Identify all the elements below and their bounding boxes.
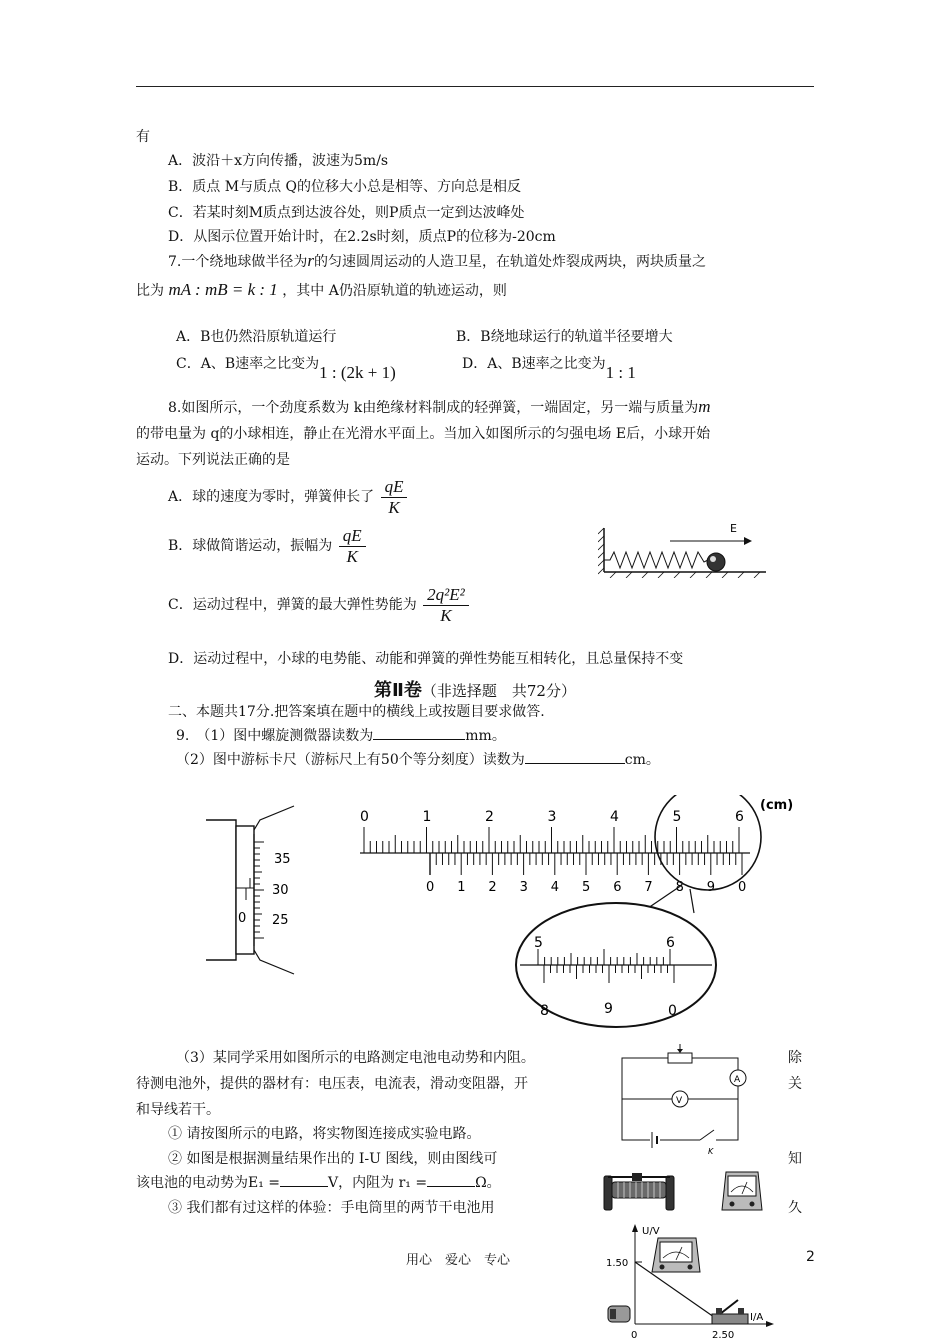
graph-y-tick: 1.50 bbox=[606, 1258, 629, 1269]
voltmeter-label: V bbox=[676, 1096, 683, 1106]
q8-frac-c: $\frac{\text{2q²E²}}{K}$ bbox=[423, 585, 469, 626]
micrometer-label-30: 30 bbox=[272, 883, 289, 898]
micrometer-zero: 0 bbox=[238, 911, 247, 926]
caliper-main-label-4: 4 bbox=[610, 809, 619, 825]
caliper-main-label-6: 6 bbox=[735, 809, 744, 825]
zoom-main-5: 5 bbox=[534, 935, 543, 951]
q8-option-b: B．球做简谐运动，振幅为 $\frac{qE}{K}$ bbox=[168, 525, 366, 567]
caliper-vernier-label-1: 1 bbox=[457, 880, 466, 895]
u-i-graph bbox=[600, 1222, 775, 1344]
q6-option-a: A．波沿＋x方向传播，波速为5m/s bbox=[168, 153, 389, 169]
micrometer-figure bbox=[200, 800, 330, 980]
section-intro: 二、本题共17分.把答案填在题中的横线上或按题目要求做答. bbox=[168, 704, 545, 720]
caliper-vernier-label-2: 2 bbox=[488, 880, 497, 895]
q9-part3-line7: ③ 我们都有过这样的体验：手电筒里的两节干电池用 bbox=[168, 1200, 495, 1216]
rheostat-picture bbox=[598, 1168, 680, 1214]
q7-option-b: B．B绕地球运行的轨道半径要增大 bbox=[456, 329, 673, 345]
caliper-main-label-2: 2 bbox=[485, 809, 494, 825]
q8-option-a: A．球的速度为零时，弹簧伸长了 $\frac{qE}{K}$ bbox=[168, 476, 407, 518]
q9-part3-line2: 待测电池外，提供的器材有：电压表，电流表，滑动变阻器，开 bbox=[136, 1076, 528, 1092]
q8-stem-line2: 的带电量为 q的小球相连，静止在光滑水平面上。当加入如图所示的匀强电场 E后，小球开始 bbox=[136, 426, 711, 442]
q9-part1: 9. （1）图中螺旋测微器读数为 mm。 bbox=[176, 728, 506, 744]
circuit-diagram bbox=[612, 1040, 752, 1158]
zoom-main-6: 6 bbox=[666, 935, 675, 951]
spring-ball-figure bbox=[598, 518, 770, 578]
q9-part3-line5: ② 如图是根据测量结果作出的 I-U 图线，则由图线可 bbox=[168, 1151, 498, 1167]
q8-option-d: D．运动过程中，小球的电势能、动能和弹簧的弹性势能互相转化，且总量保持不变 bbox=[168, 651, 684, 667]
q9-part3-line4: ① 请按图所示的电路，将实物图连接成实验电路。 bbox=[168, 1126, 481, 1142]
q8-option-c: C．运动过程中，弹簧的最大弹性势能为 $\frac{\text{2q²E²}}{K}$ bbox=[168, 584, 469, 626]
header-rule bbox=[136, 86, 814, 87]
q6-continuation: 有 bbox=[136, 129, 150, 145]
q7-stem-line2: 比为 mA : mB = k : 1 ，其中 A仍沿原轨道的轨迹运动，则 bbox=[136, 280, 507, 299]
caliper-main-label-1: 1 bbox=[422, 809, 432, 825]
micrometer-label-25: 25 bbox=[272, 913, 289, 928]
q9-part3-line1: （3）某同学采用如图所示的电路测定电池电动势和内阻。 bbox=[176, 1050, 535, 1066]
q7-option-d: D．A、B速率之比变为1 : 1 bbox=[462, 356, 636, 382]
graph-ylabel: U/V bbox=[642, 1226, 660, 1237]
q7-option-c: C．A、B速率之比变为1 : (2k + 1) bbox=[176, 356, 396, 382]
caliper-vernier-label-3: 3 bbox=[519, 880, 528, 895]
q6-option-c: C．若某时刻M质点到达波谷处，则P质点一定到达波峰处 bbox=[168, 205, 525, 221]
caliper-vernier-label-8: 8 bbox=[675, 880, 684, 895]
caliper-vernier-label-5: 5 bbox=[582, 880, 591, 895]
zoom-vernier-8: 8 bbox=[540, 1003, 549, 1019]
q7-option-a: A．B也仍然沿原轨道运行 bbox=[176, 329, 337, 345]
q9-part3-line6: 该电池的电动势为E₁ = V，内阻为 r₁ = Ω。 bbox=[136, 1175, 501, 1191]
caliper-vernier-label-0: 0 bbox=[426, 880, 435, 895]
footer-motto: 用心 爱心 专心 bbox=[406, 1253, 511, 1268]
caliper-vernier-label-7: 7 bbox=[644, 880, 653, 895]
q7-stem-line1: 7.一个绕地球做半径为r的匀速圆周运动的人造卫星，在轨道处炸裂成两块，两块质量之 bbox=[168, 251, 706, 270]
micrometer-label-35: 35 bbox=[274, 852, 291, 867]
q9-part3-line7-end: 久 bbox=[788, 1200, 802, 1216]
q9-part3-line1-end: 除 bbox=[788, 1050, 802, 1066]
vernier-caliper-figure bbox=[350, 795, 800, 1035]
caliper-unit: (cm) bbox=[760, 798, 794, 813]
graph-x-tick: 2.50 bbox=[712, 1330, 735, 1341]
caliper-main-label-5: 5 bbox=[672, 809, 682, 825]
q9-part3-line2-end: 关 bbox=[788, 1076, 802, 1092]
zoom-vernier-9: 9 bbox=[604, 1001, 613, 1017]
ammeter-label: A bbox=[734, 1075, 741, 1085]
meter-picture-ammeter bbox=[716, 1166, 768, 1214]
caliper-main-label-0: 0 bbox=[360, 809, 369, 825]
q6-option-b: B．质点 M与质点 Q的位移大小总是相等、方向总是相反 bbox=[168, 179, 521, 195]
q8-frac-a: $\frac{qE}{K}$ bbox=[381, 477, 408, 518]
page-number: 2 bbox=[806, 1249, 815, 1265]
caliper-vernier-label-9: 9 bbox=[706, 880, 716, 895]
q8-stem-line3: 运动。下列说法正确的是 bbox=[136, 452, 290, 468]
caliper-vernier-label-10: 0 bbox=[738, 880, 747, 895]
graph-xlabel: I/A bbox=[750, 1312, 764, 1323]
caliper-vernier-label-6: 6 bbox=[613, 880, 622, 895]
q8-stem-line1: 8.如图所示，一个劲度系数为 k由绝缘材料制成的轻弹簧，一端固定，另一端与质量为m bbox=[168, 397, 711, 416]
switch-label: K bbox=[708, 1147, 714, 1156]
graph-origin: 0 bbox=[631, 1330, 638, 1341]
q9-part2: （2）图中游标卡尺（游标尺上有50个等分刻度）读数为 cm。 bbox=[176, 752, 660, 768]
q9-part3-line3: 和导线若干。 bbox=[136, 1102, 220, 1118]
q9-part3-line5-end: 知 bbox=[788, 1151, 802, 1167]
field-e-label: E bbox=[730, 522, 737, 535]
caliper-vernier-label-4: 4 bbox=[550, 880, 560, 895]
caliper-main-label-3: 3 bbox=[547, 809, 557, 825]
q8-frac-b: $\frac{qE}{K}$ bbox=[339, 526, 366, 567]
section-heading: 第Ⅱ卷（非选择题 共72分） bbox=[374, 680, 576, 701]
q7-mass-ratio: mA : mB = k : 1 bbox=[168, 280, 278, 299]
q6-option-d: D．从图示位置开始计时，在2.2s时刻，质点P的位移为-20cm bbox=[168, 229, 556, 245]
zoom-vernier-0: 0 bbox=[668, 1003, 677, 1019]
